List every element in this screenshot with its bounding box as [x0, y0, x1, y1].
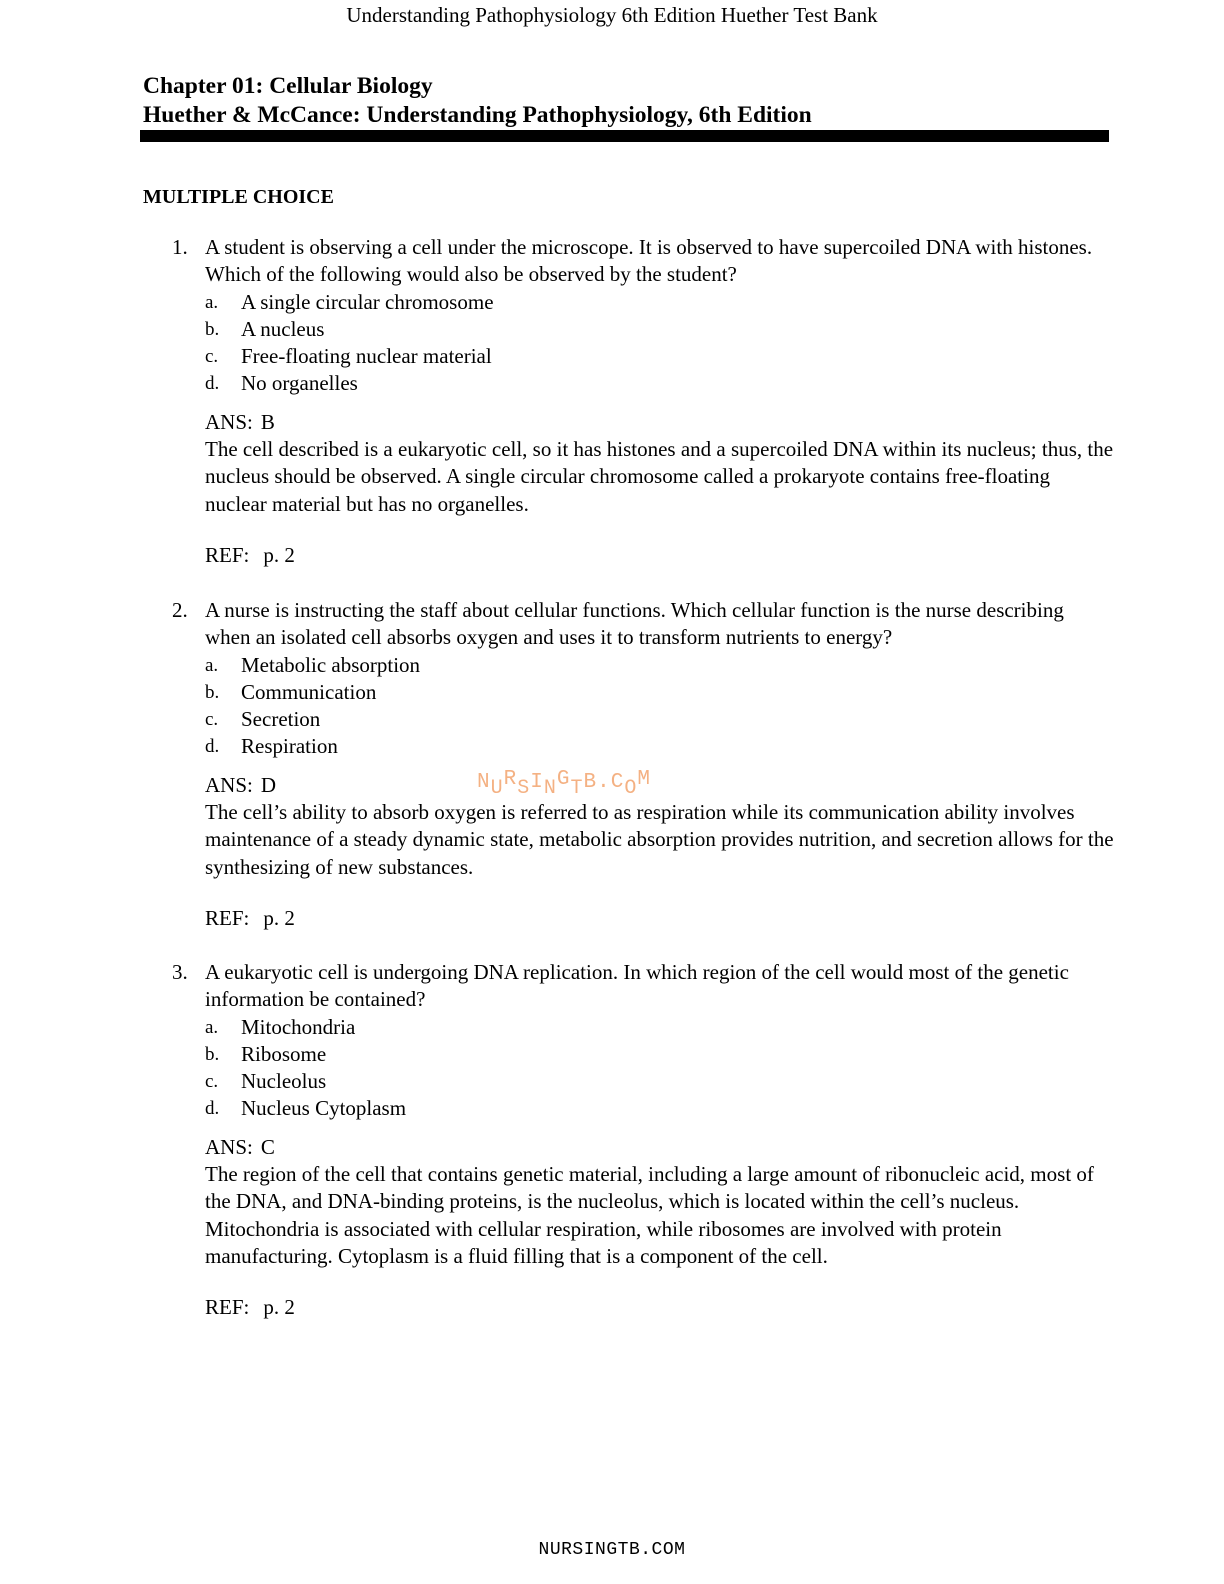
option-letter: b. — [205, 1043, 220, 1065]
question-text: A nurse is instructing the staff about cellular functions. Which cellular function is the nurse describing when an isolated cell absorbs oxygen and uses it to transform nutrients to energy? — [205, 598, 1064, 650]
option-text: Nucleolus — [241, 1069, 327, 1094]
option-d — [0, 370, 1224, 397]
section-heading: MULTIPLE CHOICE — [143, 186, 334, 208]
heading-rule-bar — [140, 130, 1109, 142]
option-c — [0, 706, 1224, 733]
answer-value: D — [260, 772, 277, 797]
question-stem — [0, 597, 1224, 652]
reference-label: REF: — [205, 1295, 250, 1320]
question-number: 2. — [172, 598, 188, 622]
reference-value: p. 2 — [263, 542, 295, 567]
option-letter: a. — [205, 1016, 219, 1038]
reference-label: REF: — [205, 905, 250, 930]
option-text: Free-floating nuclear material — [241, 344, 492, 369]
question-stem — [0, 234, 1224, 289]
option-letter: d. — [205, 373, 220, 395]
option-text: Respiration — [241, 734, 338, 759]
question-number: 1. — [172, 235, 188, 259]
option-list — [0, 1014, 1224, 1123]
option-d — [0, 733, 1224, 760]
book-title: Huether & McCance: Understanding Pathophysiology, 6th Edition — [143, 102, 812, 128]
chapter-heading-block — [143, 72, 812, 130]
option-list — [0, 652, 1224, 761]
option-text: Communication — [241, 679, 377, 704]
question-3 — [0, 959, 1224, 1322]
option-a — [0, 289, 1224, 316]
option-d — [0, 1095, 1224, 1122]
reference-value: p. 2 — [263, 905, 295, 930]
reference-line — [0, 542, 1224, 569]
option-text: Mitochondria — [241, 1014, 356, 1039]
running-header: Understanding Pathophysiology 6th Edition Huether Test Bank — [346, 3, 878, 27]
page-footer: NURSINGTB.COM — [538, 1540, 686, 1560]
rationale-text: The cell described is a eukaryotic cell, so it has histones and a supercoiled DNA within its nucleus; thus, the nucleus should be observed. A single circular chromosome called a prokaryote contains free-floating nuclear material but has no organelles. — [205, 437, 1114, 516]
reference-line — [0, 1294, 1224, 1321]
watermark-glyphs: NURSINGTB.COM — [477, 768, 651, 800]
option-letter: d. — [205, 736, 220, 758]
option-letter: d. — [205, 1098, 220, 1120]
option-list — [0, 289, 1224, 398]
option-letter: c. — [205, 1071, 219, 1093]
option-c — [0, 343, 1224, 370]
question-text: A eukaryotic cell is undergoing DNA replication. In which region of the cell would most of the genetic information be contained? — [205, 960, 1069, 1012]
option-text: No organelles — [241, 371, 358, 396]
option-text: Nucleus Cytoplasm — [241, 1096, 407, 1121]
answer-value: B — [260, 409, 275, 434]
answer-label: ANS: — [205, 409, 253, 434]
option-letter: b. — [205, 681, 220, 703]
question-2 — [0, 597, 1224, 932]
watermark — [477, 768, 651, 800]
answer-value: C — [260, 1134, 275, 1159]
option-text: A single circular chromosome — [241, 289, 494, 314]
question-1 — [0, 234, 1224, 569]
reference-line — [0, 905, 1224, 932]
answer-label: ANS: — [205, 1134, 253, 1159]
question-stem — [0, 959, 1224, 1014]
answer-label: ANS: — [205, 772, 253, 797]
reference-label: REF: — [205, 542, 250, 567]
question-text: A student is observing a cell under the microscope. It is observed to have supercoiled DNA with histones. Which of the following would also be observed by the student? — [205, 235, 1093, 287]
option-letter: c. — [205, 709, 219, 731]
option-letter: a. — [205, 654, 219, 676]
option-letter: a. — [205, 291, 219, 313]
option-c — [0, 1068, 1224, 1095]
option-text: Metabolic absorption — [241, 652, 421, 677]
option-letter: c. — [205, 346, 219, 368]
option-a — [0, 1014, 1224, 1041]
option-b — [0, 316, 1224, 343]
option-text: Secretion — [241, 707, 321, 732]
option-text: Ribosome — [241, 1041, 327, 1066]
reference-value: p. 2 — [263, 1295, 295, 1320]
answer-block — [0, 409, 1224, 518]
chapter-title: Chapter 01: Cellular Biology — [143, 73, 433, 99]
rationale-text: The region of the cell that contains genetic material, including a large amount of ribonucleic acid, most of the DNA, and DNA-binding proteins, is the nucleolus, which is located within the cell’s nucleus. Mitochondria is associated with cellular respiration, while ribosomes are involved with protein manufacturing. Cytoplasm is a fluid filling that is a component of the cell. — [205, 1162, 1094, 1268]
question-number: 3. — [172, 960, 188, 984]
rationale-text: The cell’s ability to absorb oxygen is referred to as respiration while its communication ability involves maintenance of a steady dynamic state, metabolic absorption provides nutrition, and secretion allows for the synthesizing of new substances. — [205, 800, 1114, 879]
answer-block — [0, 1134, 1224, 1270]
option-b — [0, 1041, 1224, 1068]
option-text: A nucleus — [241, 316, 325, 341]
option-letter: b. — [205, 318, 220, 340]
option-b — [0, 679, 1224, 706]
option-a — [0, 652, 1224, 679]
